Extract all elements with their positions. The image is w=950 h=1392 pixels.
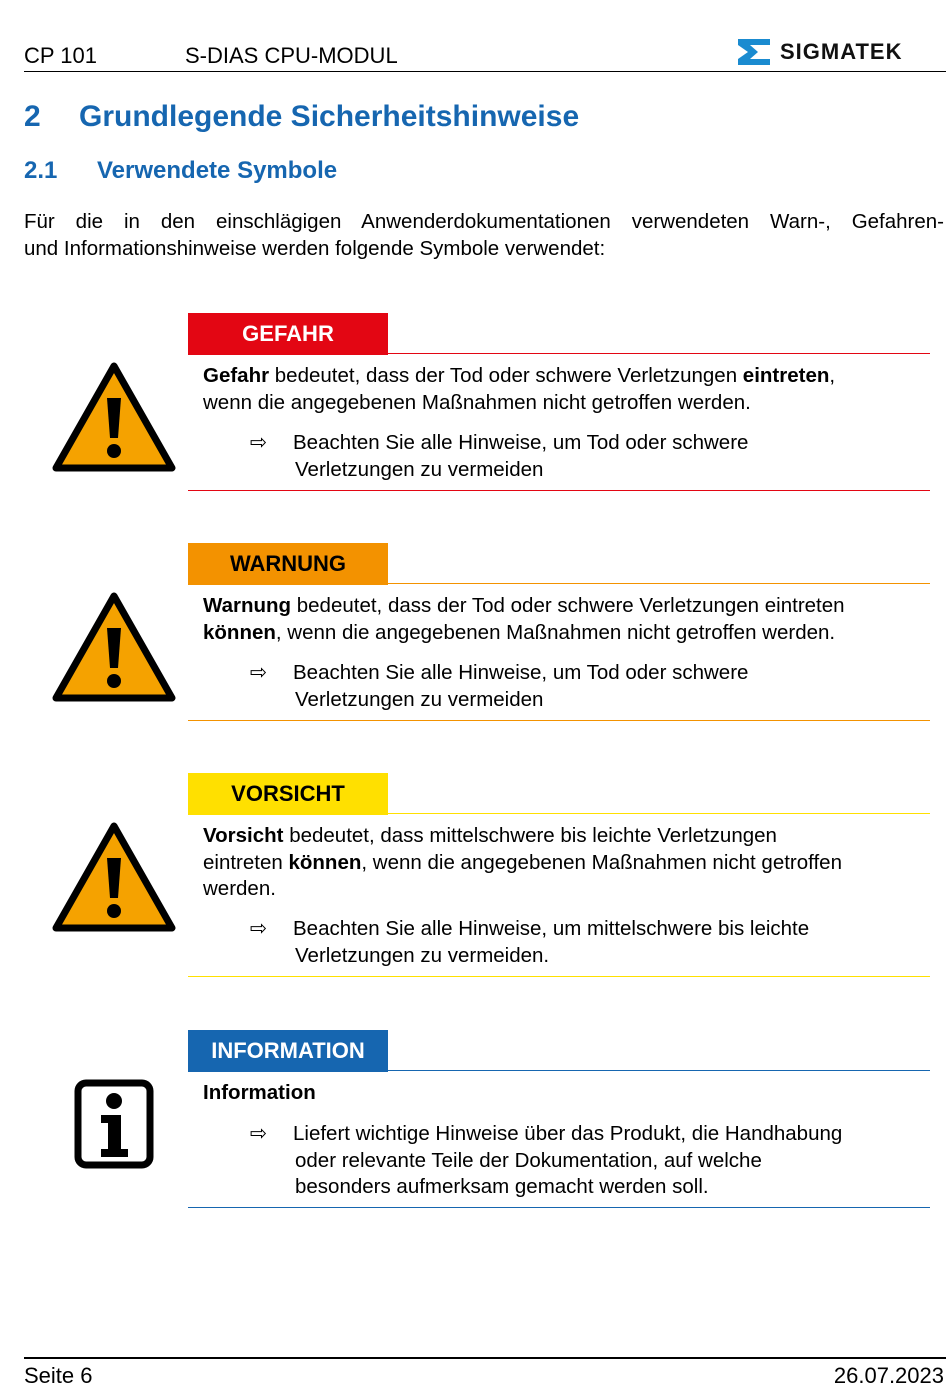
notice-warnung-text (203, 593, 920, 646)
notice-warnung-instruction (293, 660, 890, 713)
notice-gefahr-bottom-rule (188, 490, 930, 491)
notice-warnung-label: WARNUNG (188, 543, 388, 585)
notice-vorsicht (188, 773, 930, 977)
caution-triangle-icon (52, 822, 176, 932)
notice-gefahr-term: Gefahr (203, 364, 270, 387)
subsection-title: Verwendete Symbole (97, 157, 338, 184)
notice-information-label: INFORMATION (188, 1030, 388, 1072)
notice-vorsicht-instruction-line: Beachten Sie alle Hinweise, um mittelschwere bis leichte (293, 917, 810, 940)
notice-warnung-emphasis: können (203, 620, 276, 644)
intro-line-2: und Informationshinweise werden folgende Symbole verwendet: (24, 237, 606, 260)
notice-gefahr-emphasis: eintreten (742, 364, 830, 387)
notice-warnung-top-rule (388, 583, 930, 584)
subsection-heading (24, 156, 337, 186)
notice-gefahr-instruction (293, 430, 890, 483)
header-rule (24, 71, 946, 72)
section-heading (24, 98, 579, 136)
notice-gefahr-top-rule (388, 353, 930, 354)
notice-gefahr-text-part: wenn die angegebenen Maßnahmen nicht getroffen werden. (203, 390, 751, 414)
notice-gefahr (188, 313, 930, 491)
notice-warnung-term: Warnung (203, 594, 292, 617)
notice-vorsicht-text-part: eintreten (203, 850, 289, 874)
section-title: Grundlegende Sicherheitshinweise (79, 100, 580, 133)
notice-warnung-instruction-line: Beachten Sie alle Hinweise, um Tod oder schwere (293, 661, 749, 684)
information-icon (74, 1079, 154, 1169)
sigmatek-logo (736, 36, 948, 68)
notice-gefahr-text-part: , (829, 364, 836, 387)
footer-rule (24, 1357, 946, 1359)
notice-vorsicht-bottom-rule (188, 976, 930, 977)
notice-information-instruction-line: Liefert wichtige Hinweise über das Produkt, die Handhabung (293, 1122, 843, 1145)
notice-vorsicht-top-rule (388, 813, 930, 814)
notice-warnung-text-part: , wenn die angegebenen Maßnahmen nicht getroffen werden. (275, 620, 836, 644)
notice-information-instruction-line: oder relevante Teile der Dokumentation, auf welche (295, 1148, 762, 1172)
notice-information-instruction (293, 1121, 890, 1201)
notice-vorsicht-text-part: bedeutet, dass mittelschwere bis leichte Verletzungen (283, 824, 777, 847)
notice-gefahr-instruction-line: Verletzungen zu vermeiden (295, 457, 544, 481)
arrow-right-icon: ⇨ (250, 917, 268, 940)
notice-information-top-rule (388, 1070, 930, 1071)
notice-information-bottom-rule (188, 1207, 930, 1208)
notice-information (188, 1030, 930, 1208)
notice-vorsicht-emphasis: können (288, 850, 362, 874)
arrow-right-icon: ⇨ (250, 661, 268, 684)
header-product: CP 101 (24, 43, 97, 68)
notice-information-title: Information (203, 1081, 316, 1104)
header-module: S-DIAS CPU-MODUL (185, 43, 398, 68)
arrow-right-icon: ⇨ (250, 431, 268, 454)
notice-information-instruction-line: besonders aufmerksam gemacht werden soll. (295, 1175, 709, 1198)
notice-information-text (203, 1080, 920, 1107)
notice-vorsicht-text-part: werden. (203, 877, 276, 900)
footer-page-number: Seite 6 (24, 1363, 93, 1388)
notice-gefahr-label: GEFAHR (188, 313, 388, 355)
notice-vorsicht-instruction-line: Verletzungen zu vermeiden. (295, 943, 550, 967)
arrow-right-icon: ⇨ (250, 1122, 268, 1145)
warning-triangle-icon (52, 592, 176, 702)
footer-date: 26.07.2023 (833, 1363, 944, 1388)
intro-line-1: Für die in den einschlägigen Anwenderdokumentationen verwendeten Warn-, Gefahren- (24, 210, 944, 233)
notice-vorsicht-text-part: , wenn die angegebenen Maßnahmen nicht getroffen (361, 850, 842, 874)
notice-gefahr-instruction-line: Beachten Sie alle Hinweise, um Tod oder schwere (293, 431, 749, 454)
notice-warnung (188, 543, 930, 721)
notice-warnung-bottom-rule (188, 720, 930, 721)
notice-gefahr-text-part: bedeutet, dass der Tod oder schwere Verletzungen (269, 364, 743, 387)
sigmatek-logo-mark-icon (736, 37, 772, 67)
notice-vorsicht-term: Vorsicht (203, 824, 284, 847)
intro-paragraph (24, 208, 944, 262)
notice-warnung-instruction-line: Verletzungen zu vermeiden (295, 687, 544, 711)
notice-warnung-text-part: bedeutet, dass der Tod oder schwere Verletzungen eintreten (291, 594, 845, 617)
section-number: 2 (24, 100, 41, 133)
notice-vorsicht-instruction (293, 916, 890, 969)
notice-gefahr-text (203, 363, 920, 416)
notice-vorsicht-label: VORSICHT (188, 773, 388, 815)
logo-text: SIGMATEK (780, 39, 903, 64)
subsection-number: 2.1 (24, 157, 58, 184)
danger-warning-triangle-icon (52, 362, 176, 472)
notice-vorsicht-text (203, 823, 920, 903)
